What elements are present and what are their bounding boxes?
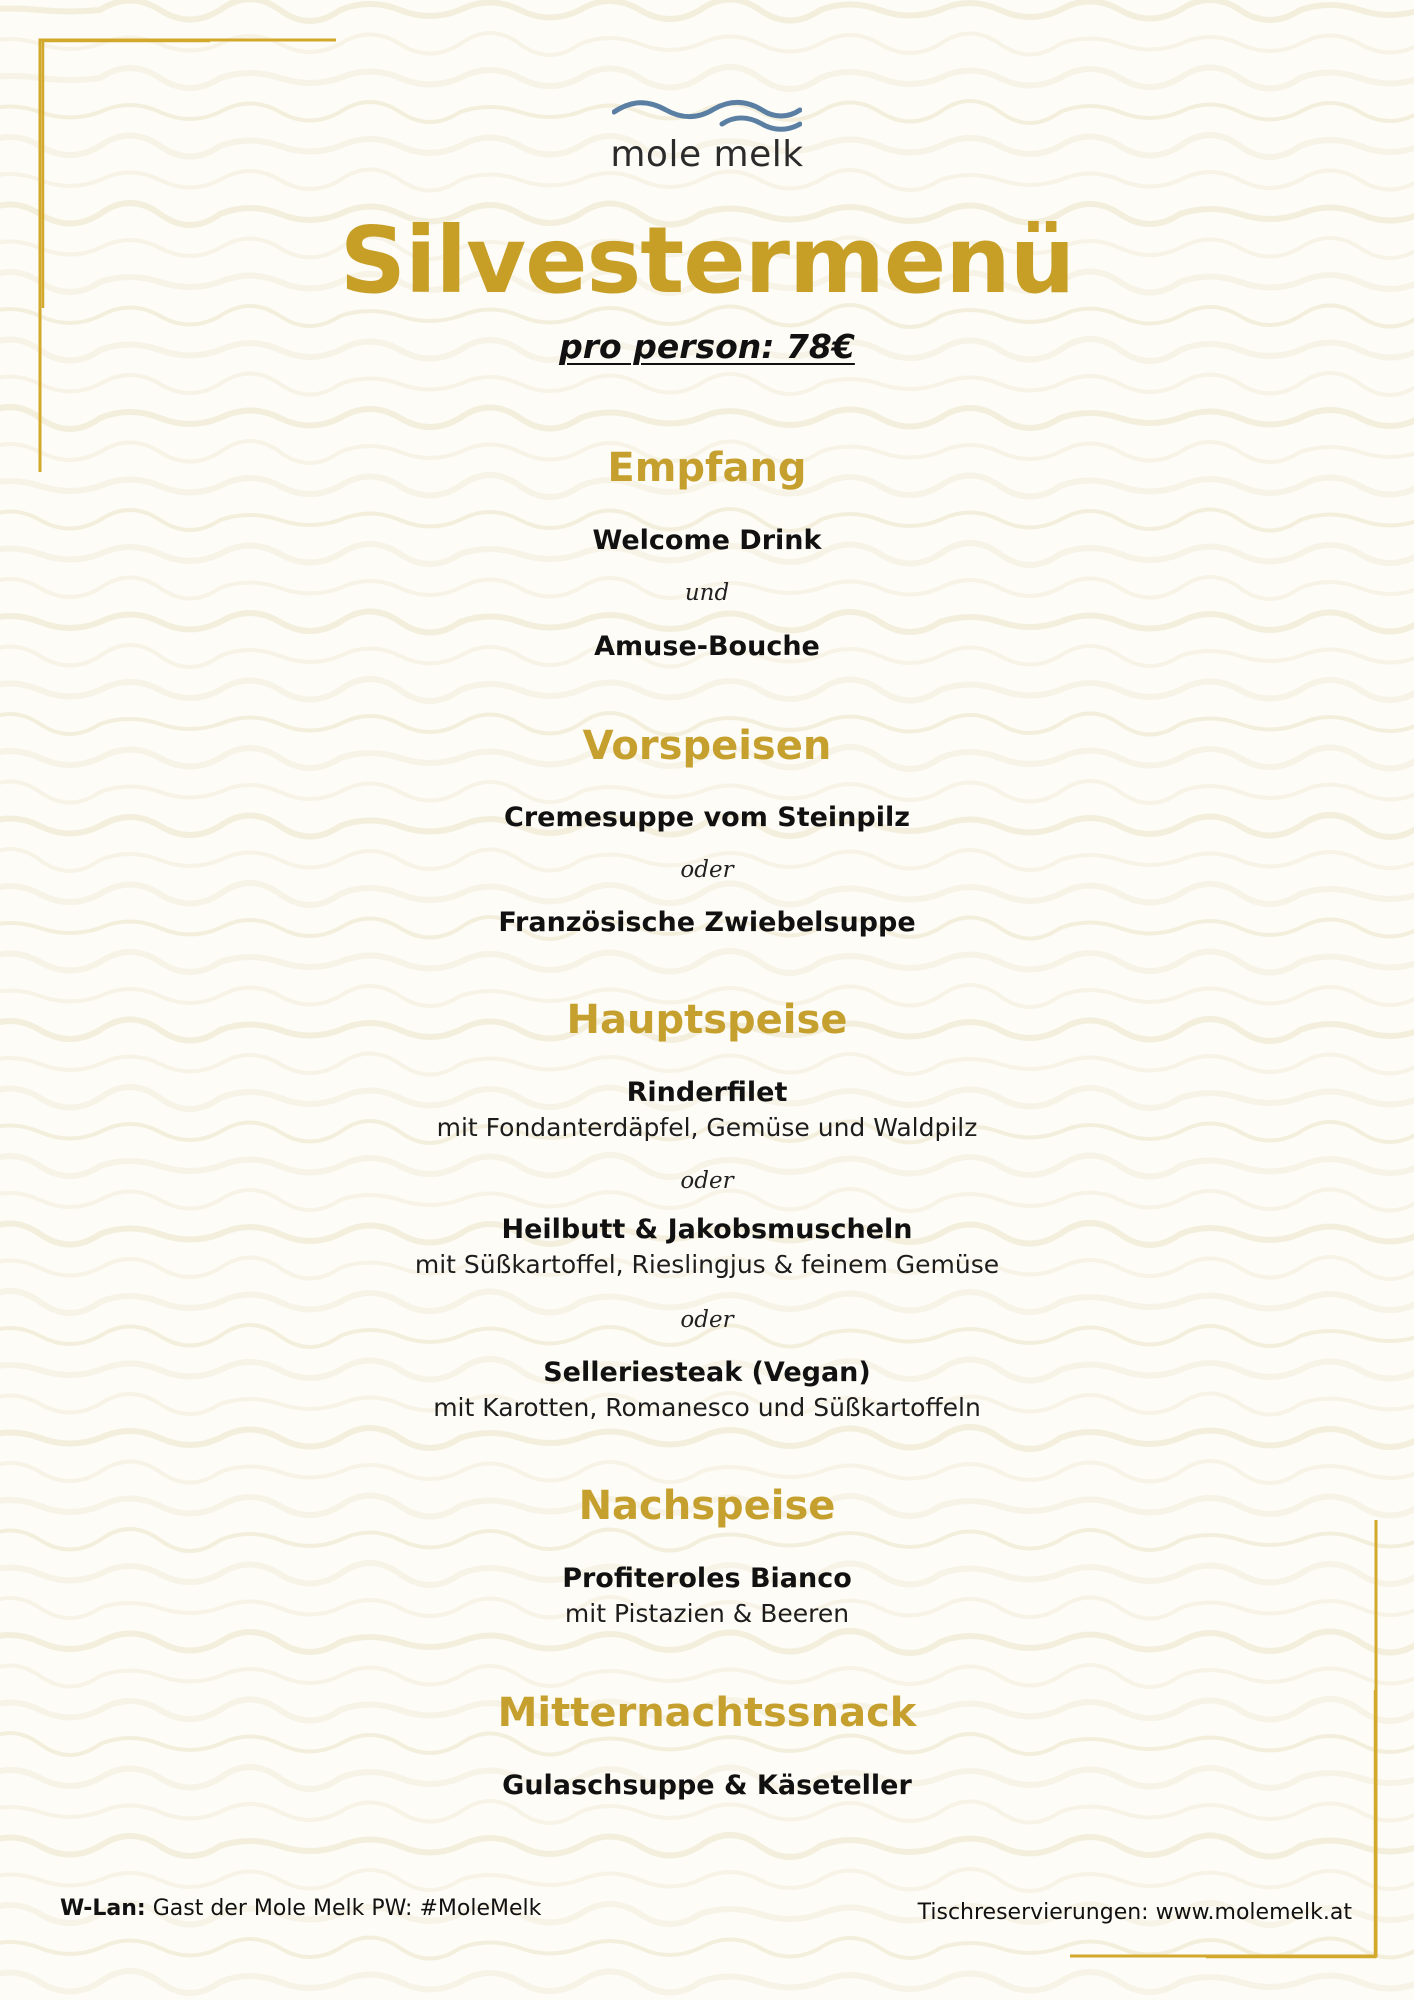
dish-heilbutt: Heilbutt & Jakobsmuscheln bbox=[501, 1214, 913, 1245]
background-wave-line bbox=[0, 1053, 1414, 1075]
wave-logo-icon bbox=[612, 98, 802, 138]
section-title-empfang: Empfang bbox=[607, 445, 807, 491]
dish-amuse-bouche: Amuse-Bouche bbox=[594, 631, 820, 662]
conjunction-oder: oder bbox=[680, 857, 734, 883]
section-title-mitternachtssnack: Mitternachtssnack bbox=[497, 1690, 917, 1736]
section-title-nachspeise: Nachspeise bbox=[578, 1483, 836, 1529]
dish-zwiebelsuppe: Französische Zwiebelsuppe bbox=[498, 907, 916, 938]
wifi-label: W-Lan: bbox=[60, 1896, 146, 1921]
background-wave-line bbox=[0, 0, 1414, 21]
conjunction-oder: oder bbox=[680, 1168, 734, 1194]
dish-welcome-drink: Welcome Drink bbox=[592, 525, 822, 556]
dish-heilbutt-description: mit Süßkartoffel, Rieslingjus & feinem Gemüse bbox=[414, 1250, 1000, 1279]
brand-logo bbox=[0, 98, 1414, 175]
section-title-vorspeisen: Vorspeisen bbox=[582, 723, 832, 769]
dish-rinderfilet: Rinderfilet bbox=[626, 1077, 788, 1108]
page-title: Silvestermenü bbox=[339, 207, 1075, 314]
background-wave-line bbox=[0, 1427, 1414, 1449]
dish-profiteroles-description: mit Pistazien & Beeren bbox=[564, 1599, 850, 1628]
dish-selleriesteak: Selleriesteak (Vegan) bbox=[543, 1357, 871, 1388]
price-per-person: pro person: 78€ bbox=[559, 327, 855, 366]
dish-cremesuppe: Cremesuppe vom Steinpilz bbox=[504, 802, 910, 833]
section-title-hauptspeise: Hauptspeise bbox=[566, 997, 848, 1043]
dish-profiteroles: Profiteroles Bianco bbox=[562, 1563, 852, 1594]
background-wave-line bbox=[0, 883, 1414, 905]
dish-gulaschsuppe: Gulaschsuppe & Käseteller bbox=[502, 1770, 912, 1801]
dish-selleriesteak-description: mit Karotten, Romanesco und Süßkartoffeln bbox=[433, 1393, 981, 1422]
wifi-details: Gast der Mole Melk PW: #MoleMelk bbox=[152, 1896, 542, 1921]
brand-name: mole melk bbox=[610, 134, 804, 175]
footer-wifi bbox=[60, 1894, 541, 1924]
background-wave-line bbox=[0, 1971, 1414, 1993]
background-wave-line bbox=[0, 951, 1414, 973]
conjunction-oder: oder bbox=[680, 1307, 734, 1333]
dish-rinderfilet-description: mit Fondanterdäpfel, Gemüse und Waldpilz bbox=[436, 1113, 978, 1142]
background-wave-line bbox=[0, 679, 1414, 701]
conjunction-und: und bbox=[684, 580, 730, 606]
footer-reservation: Tischreservierungen: www.molemelk.at bbox=[917, 1900, 1352, 1925]
